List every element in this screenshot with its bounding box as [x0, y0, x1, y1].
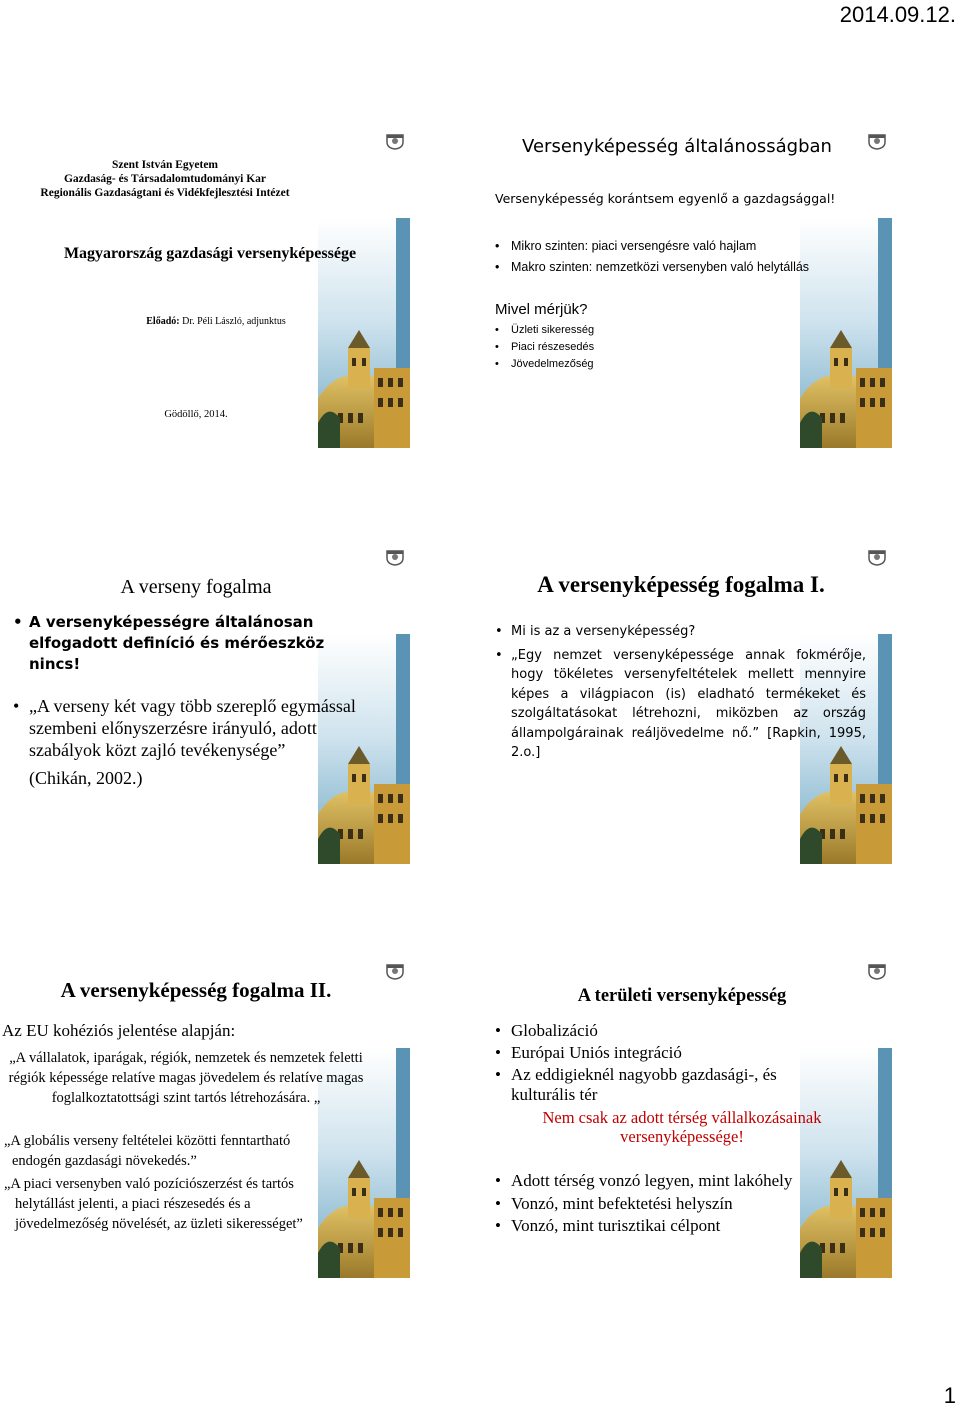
list-item: • Jövedelmezőség	[511, 356, 594, 373]
presenter-line: Előadó: Dr. Péli László, adjunktus	[146, 316, 286, 327]
slide-title: Magyarország gazdasági versenyképessége	[63, 245, 357, 262]
university-crest-icon	[386, 550, 404, 566]
list-item: • „A verseny két vagy több szereplő egymással szembeni előnyszerzésre irányuló, adott szabályok közt zajló tevékenysége” (Chikán, 2002.)	[29, 695, 374, 789]
place-date: Gödöllő, 2014.	[164, 409, 228, 420]
list-item: • „Egy nemzet versenyképessége annak fokmérője, hogy tökéletes versenyfeltételek mellett mennyire képes a világpiacon (is) eladható termékeket és szolgáltatásokat létrehozni, miközben az ország állampolgárainak reáljövedelme nő.” [Rapkin, 1995, 2.o.]	[511, 646, 866, 763]
list-item: • A versenyképességre általánosan elfogadott definíció és mérőeszköz nincs!	[29, 612, 374, 675]
university-crest-icon	[868, 550, 886, 566]
slide-title: A versenyképesség fogalma II.	[60, 978, 332, 1002]
measure-list	[511, 322, 594, 373]
definition-list	[29, 612, 374, 789]
slide-1	[0, 128, 410, 448]
university-building-image	[800, 218, 892, 448]
slide-title: A verseny fogalma	[120, 576, 272, 598]
slide-intro: Versenyképesség korántsem egyenlő a gazdagsággal!	[495, 191, 836, 206]
list-item: • Európai Uniós integráció	[511, 1043, 831, 1063]
list-item: • Globalizáció	[511, 1021, 831, 1041]
slide-5	[0, 958, 410, 1278]
university-crest-icon	[868, 964, 886, 980]
slide-title: Versenyképesség általánosságban	[522, 136, 832, 157]
level-list	[511, 236, 809, 278]
region-list	[511, 1021, 831, 1105]
quote-3: „A piaci versenyben való pozíciószerzést és tartós helytállást jelenti, a piaci részesedés és a jövedelmezőség növelését, az üzleti sikerességet”	[4, 1176, 303, 1232]
print-date: 2014.09.12.	[839, 2, 956, 27]
list-item: • Mi is az a versenyképesség?	[511, 622, 866, 642]
slide-6	[482, 958, 892, 1278]
slide-title: A területi versenyképesség	[577, 986, 787, 1006]
measure-question: Mivel mérjük?	[495, 301, 588, 318]
list-item: • Üzleti sikeresség	[511, 322, 594, 339]
list-item: • Piaci részesedés	[511, 339, 594, 356]
list-item: • Mikro szinten: piaci versengésre való hajlam	[511, 236, 809, 257]
slide-intro: Az EU kohéziós jelentése alapján:	[2, 1021, 236, 1040]
slide-2	[482, 128, 892, 448]
slide-title: A versenyképesség fogalma I.	[537, 572, 825, 597]
university-crest-icon	[386, 134, 404, 150]
quote-1: „A vállalatok, iparágak, régiók, nemzetek és nemzetek feletti régiók képessége relatíve magas jövedelem és relatíve magas foglalkoztatottsági szint tartós létrehozására. „	[8, 1050, 364, 1106]
page-number: 1	[943, 1383, 956, 1408]
institution-block: Szent István Egyetem Gazdaság- és Társadalomtudományi Kar Regionális Gazdaságtani és Vidékfejlesztési Intézet	[40, 159, 290, 199]
slide-4	[482, 544, 892, 864]
list-item: • Adott térség vonzó legyen, mint lakóhely	[511, 1170, 841, 1193]
list-item: • Makro szinten: nemzetközi versenyben való helytállás	[511, 257, 809, 278]
slide-3	[0, 544, 410, 864]
list-item: • Vonzó, mint befektetési helyszín	[511, 1193, 841, 1216]
list-item: • Vonzó, mint turisztikai célpont	[511, 1215, 841, 1238]
list-item: • Az eddigieknél nagyobb gazdasági-, és kulturális tér	[511, 1065, 831, 1105]
highlight-text: Nem csak az adott térség vállalkozásainak versenyképessége!	[542, 1108, 822, 1146]
attraction-list	[511, 1170, 841, 1238]
definition-list	[511, 622, 866, 763]
quote-2: „A globális verseny feltételei közötti fenntartható endogén gazdasági növekedés.”	[4, 1133, 291, 1169]
